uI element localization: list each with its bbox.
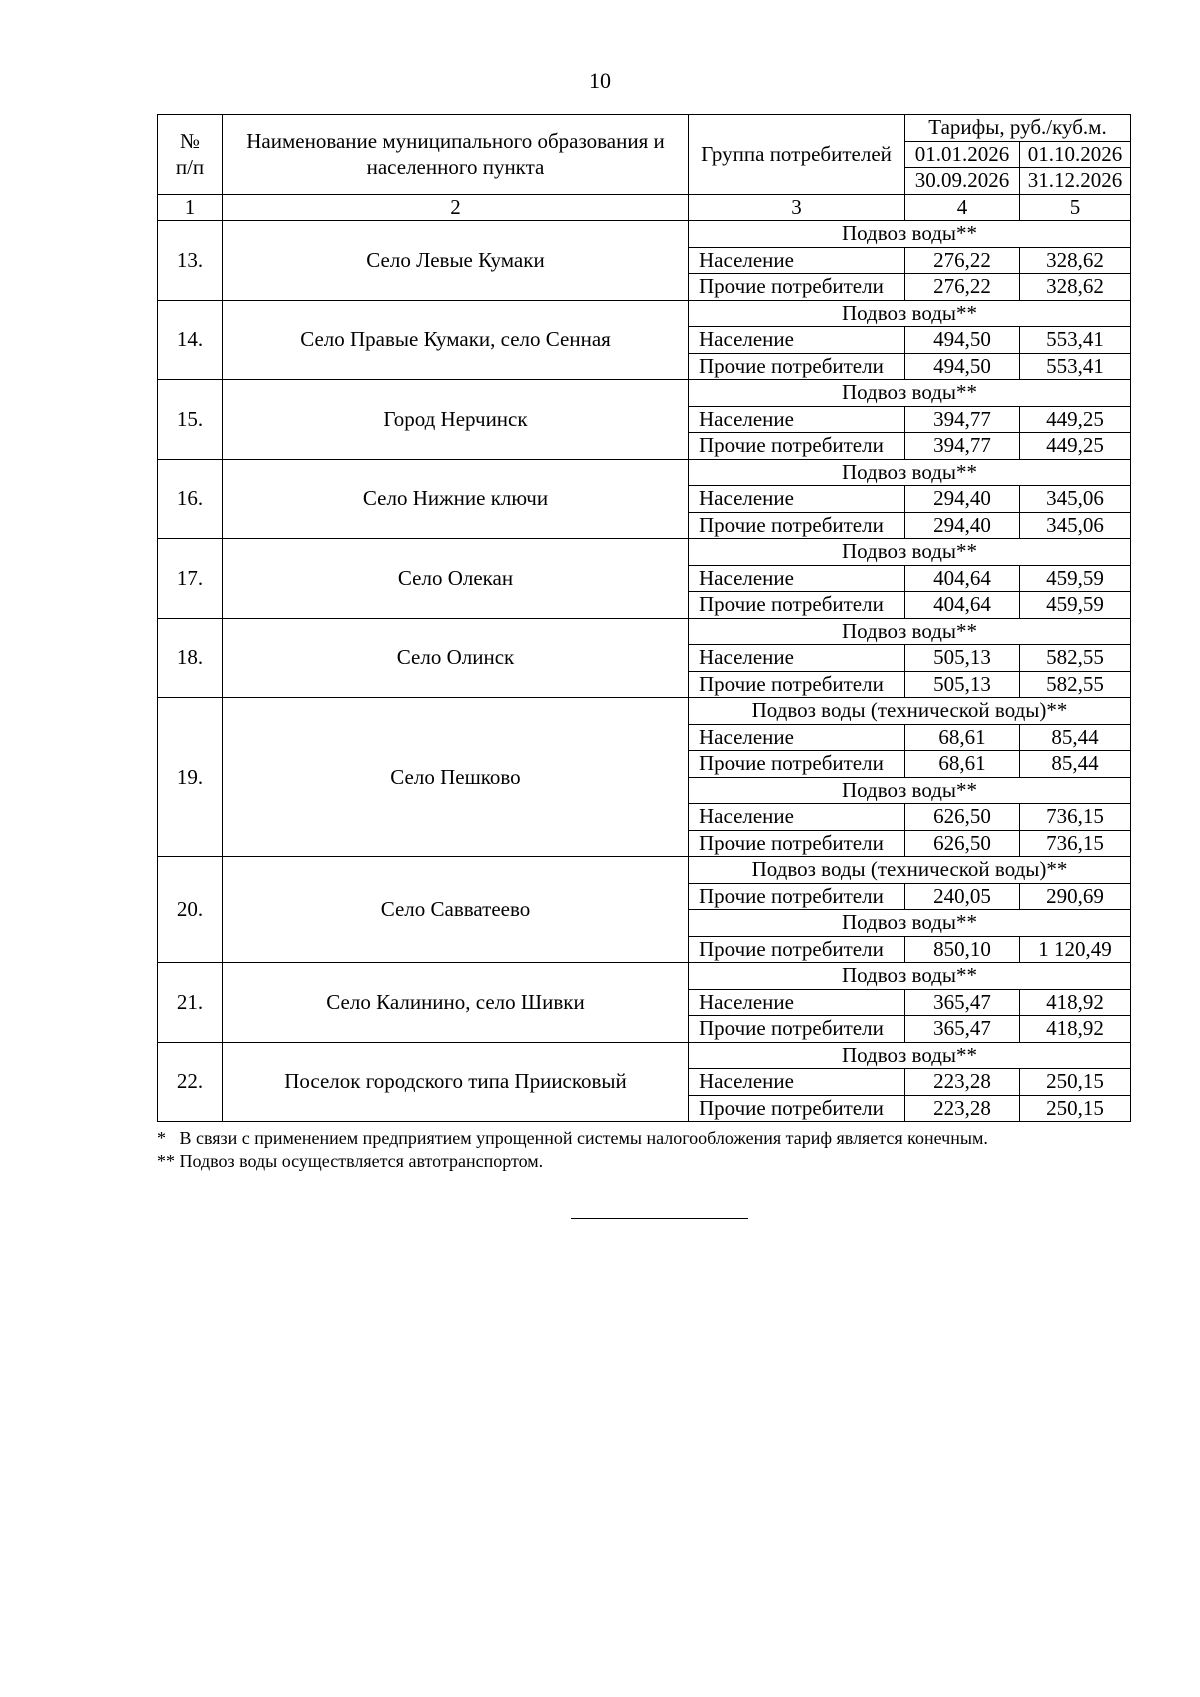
tariff-period2: 345,06: [1020, 512, 1131, 539]
consumer-group: Население: [689, 804, 905, 831]
column-number: 3: [689, 194, 905, 221]
consumer-group: Прочие потребители: [689, 1095, 905, 1122]
municipality-name: Село Олинск: [223, 618, 689, 698]
tariff-period1: 223,28: [905, 1069, 1020, 1096]
tariff-period1: 404,64: [905, 592, 1020, 619]
tariff-period2: 449,25: [1020, 433, 1131, 460]
tariff-period2: 459,59: [1020, 592, 1131, 619]
tariff-period1: 294,40: [905, 486, 1020, 513]
row-number: 19.: [158, 698, 223, 857]
municipality-name: Село Нижние ключи: [223, 459, 689, 539]
service-title-row: [158, 221, 1131, 248]
tariff-period1: 394,77: [905, 433, 1020, 460]
tariff-period1: 494,50: [905, 353, 1020, 380]
service-title: Подвоз воды**: [689, 539, 1131, 566]
service-title-row: [158, 459, 1131, 486]
table-header: [158, 115, 1131, 221]
consumer-group: Население: [689, 486, 905, 513]
column-number: 4: [905, 194, 1020, 221]
service-title: Подвоз воды (технической воды)**: [689, 698, 1131, 725]
column-number: 2: [223, 194, 689, 221]
service-title-row: [158, 300, 1131, 327]
tariff-period2: 582,55: [1020, 671, 1131, 698]
tariff-period2: 736,15: [1020, 830, 1131, 857]
tariff-table: [157, 114, 1131, 1122]
service-title: Подвоз воды**: [689, 1042, 1131, 1069]
row-number: 14.: [158, 300, 223, 380]
consumer-group: Население: [689, 989, 905, 1016]
row-number: 13.: [158, 221, 223, 301]
consumer-group: Население: [689, 565, 905, 592]
column-number: 1: [158, 194, 223, 221]
tariff-period1: 240,05: [905, 883, 1020, 910]
service-title-row: [158, 1042, 1131, 1069]
municipality-name: Город Нерчинск: [223, 380, 689, 460]
municipality-name: Село Пешково: [223, 698, 689, 857]
consumer-group: Прочие потребители: [689, 353, 905, 380]
tariff-period2: 553,41: [1020, 327, 1131, 354]
service-title-row: [158, 380, 1131, 407]
tariff-period2: 1 120,49: [1020, 936, 1131, 963]
municipality-name: Село Калинино, село Шивки: [223, 963, 689, 1043]
footnote: * В связи с применением предприятием упрощенной системы налогообложения тариф является конечным.: [157, 1128, 988, 1148]
tariff-period2: 418,92: [1020, 989, 1131, 1016]
service-title: Подвоз воды**: [689, 963, 1131, 990]
consumer-group: Прочие потребители: [689, 1016, 905, 1043]
tariff-period1: 850,10: [905, 936, 1020, 963]
tariff-period2: 250,15: [1020, 1095, 1131, 1122]
service-title: Подвоз воды**: [689, 221, 1131, 248]
tariff-period1: 505,13: [905, 671, 1020, 698]
tariff-period2: 328,62: [1020, 274, 1131, 301]
header-consumer-group: Группа потребителей: [689, 115, 905, 195]
consumer-group: Население: [689, 406, 905, 433]
consumer-group: Прочие потребители: [689, 433, 905, 460]
row-number: 15.: [158, 380, 223, 460]
service-title: Подвоз воды**: [689, 618, 1131, 645]
header-period1-from: 01.01.2026: [905, 141, 1020, 168]
tariff-period1: 365,47: [905, 989, 1020, 1016]
service-title: Подвоз воды (технической воды)**: [689, 857, 1131, 884]
tariff-period1: 223,28: [905, 1095, 1020, 1122]
tariff-period2: 553,41: [1020, 353, 1131, 380]
row-number: 18.: [158, 618, 223, 698]
tariff-period2: 328,62: [1020, 247, 1131, 274]
tariff-period2: 250,15: [1020, 1069, 1131, 1096]
footnote: ** Подвоз воды осуществляется автотранспортом.: [157, 1151, 544, 1171]
consumer-group: Население: [689, 327, 905, 354]
tariff-period2: 449,25: [1020, 406, 1131, 433]
header-period2-from: 01.10.2026: [1020, 141, 1131, 168]
service-title: Подвоз воды**: [689, 459, 1131, 486]
tariff-period1: 494,50: [905, 327, 1020, 354]
municipality-name: Село Левые Кумаки: [223, 221, 689, 301]
footnotes: [157, 1127, 988, 1173]
service-title: Подвоз воды**: [689, 300, 1131, 327]
municipality-name: Село Правые Кумаки, село Сенная: [223, 300, 689, 380]
service-title-row: [158, 618, 1131, 645]
municipality-name: Поселок городского типа Приисковый: [223, 1042, 689, 1122]
consumer-group: Прочие потребители: [689, 274, 905, 301]
header-period1-to: 30.09.2026: [905, 168, 1020, 195]
consumer-group: Население: [689, 724, 905, 751]
row-number: 20.: [158, 857, 223, 963]
service-title-row: [158, 698, 1131, 725]
tariff-period1: 626,50: [905, 830, 1020, 857]
tariff-period1: 276,22: [905, 247, 1020, 274]
header-municipality-name: Наименование муниципального образования и населенного пункта: [223, 115, 689, 195]
consumer-group: Население: [689, 247, 905, 274]
row-number: 22.: [158, 1042, 223, 1122]
service-title: Подвоз воды**: [689, 380, 1131, 407]
municipality-name: Село Савватеево: [223, 857, 689, 963]
row-number: 21.: [158, 963, 223, 1043]
tariff-period1: 394,77: [905, 406, 1020, 433]
tariff-period2: 736,15: [1020, 804, 1131, 831]
tariff-period2: 290,69: [1020, 883, 1131, 910]
service-title-row: [158, 963, 1131, 990]
tariff-period2: 345,06: [1020, 486, 1131, 513]
tariff-period1: 365,47: [905, 1016, 1020, 1043]
column-number-row: [158, 194, 1131, 221]
row-number: 16.: [158, 459, 223, 539]
consumer-group: Прочие потребители: [689, 512, 905, 539]
column-number: 5: [1020, 194, 1131, 221]
tariff-period1: 404,64: [905, 565, 1020, 592]
service-title-row: [158, 857, 1131, 884]
consumer-group: Прочие потребители: [689, 751, 905, 778]
header-number-text: № п/п: [175, 129, 205, 180]
header-period2-to: 31.12.2026: [1020, 168, 1131, 195]
tariff-period1: 68,61: [905, 751, 1020, 778]
tariff-period2: 582,55: [1020, 645, 1131, 672]
consumer-group: Прочие потребители: [689, 592, 905, 619]
tariff-period2: 85,44: [1020, 724, 1131, 751]
service-title-row: [158, 539, 1131, 566]
header-tariffs: Тарифы, руб./куб.м.: [905, 115, 1131, 142]
consumer-group: Прочие потребители: [689, 936, 905, 963]
consumer-group: Население: [689, 1069, 905, 1096]
consumer-group: Прочие потребители: [689, 830, 905, 857]
tariff-period2: 418,92: [1020, 1016, 1131, 1043]
tariff-period2: 85,44: [1020, 751, 1131, 778]
closing-rule: [571, 1218, 748, 1219]
service-title: Подвоз воды**: [689, 777, 1131, 804]
municipality-name: Село Олекан: [223, 539, 689, 619]
tariff-period1: 68,61: [905, 724, 1020, 751]
tariff-period1: 276,22: [905, 274, 1020, 301]
service-title: Подвоз воды**: [689, 910, 1131, 937]
row-number: 17.: [158, 539, 223, 619]
page-number: 10: [589, 68, 611, 93]
tariff-period1: 505,13: [905, 645, 1020, 672]
table-body: [158, 221, 1131, 1122]
consumer-group: Население: [689, 645, 905, 672]
tariff-period2: 459,59: [1020, 565, 1131, 592]
consumer-group: Прочие потребители: [689, 671, 905, 698]
consumer-group: Прочие потребители: [689, 883, 905, 910]
tariff-period1: 626,50: [905, 804, 1020, 831]
tariff-period1: 294,40: [905, 512, 1020, 539]
header-number: [158, 115, 223, 195]
